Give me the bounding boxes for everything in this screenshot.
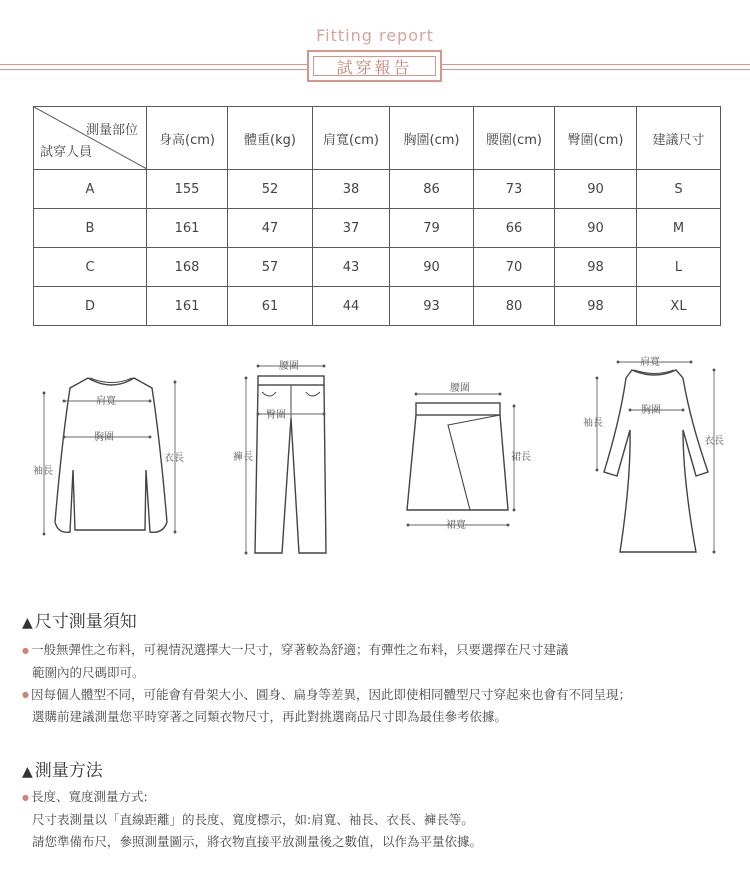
header-title-zh: 試穿報告	[313, 56, 436, 76]
method-notes-title-text: 測量方法	[34, 761, 103, 781]
fitting-table	[33, 106, 720, 326]
cell-shoulder: 44	[313, 287, 390, 326]
cell-size: M	[637, 209, 721, 248]
cell-waist: 73	[474, 170, 555, 209]
list-item	[22, 662, 737, 684]
cell-hip: 98	[555, 248, 637, 287]
top-chest-label: 胸圍	[94, 432, 114, 443]
header-line-right-1	[442, 64, 750, 65]
header-line-left-1	[0, 64, 307, 65]
header-title-en: Fitting report	[316, 26, 434, 45]
table-row	[34, 170, 721, 209]
note-text: 長度、寬度測量方式:	[30, 789, 148, 804]
col-header-chest: 胸圍(cm)	[390, 107, 474, 170]
list-item	[22, 786, 737, 809]
pants-length-label: 褲長	[233, 452, 253, 463]
col-header-waist: 腰圍(cm)	[474, 107, 555, 170]
method-notes	[22, 786, 737, 853]
cell-height: 155	[147, 170, 228, 209]
note-text: 範圍內的尺碼即可。	[32, 664, 145, 680]
list-item	[22, 706, 737, 728]
top-sleeve-label: 袖長	[33, 466, 53, 477]
cell-chest: 86	[390, 170, 474, 209]
cell-person: D	[34, 287, 147, 326]
cell-size: L	[637, 248, 721, 287]
skirt-diagram	[407, 403, 508, 510]
cell-height: 161	[147, 209, 228, 248]
col-header-hip: 臀圍(cm)	[555, 107, 637, 170]
cell-waist: 80	[474, 287, 555, 326]
cell-waist: 70	[474, 248, 555, 287]
cell-chest: 79	[390, 209, 474, 248]
col-header-suggested-size: 建議尺寸	[637, 107, 721, 170]
cell-chest: 90	[390, 248, 474, 287]
dress-diagram	[604, 370, 708, 552]
cell-hip: 90	[555, 170, 637, 209]
cell-hip: 90	[555, 209, 637, 248]
top-length-label: 衣長	[164, 453, 184, 464]
skirt-hem-label: 裙寬	[446, 520, 466, 531]
note-text: 請您準備布尺，參照測量圖示，將衣物直接平放測量後之數值，以作為平量依據。	[32, 833, 483, 849]
cell-size: S	[637, 170, 721, 209]
cell-shoulder: 37	[313, 209, 390, 248]
corner-label-measure: 測量部位	[85, 123, 138, 138]
dress-shoulder-label: 肩寬	[640, 357, 660, 368]
cell-shoulder: 43	[313, 248, 390, 287]
col-header-shoulder: 肩寬(cm)	[313, 107, 390, 170]
list-item	[22, 809, 737, 831]
corner-label-person: 試穿人員	[40, 145, 93, 160]
cell-weight: 57	[228, 248, 313, 287]
table-row	[34, 287, 721, 326]
cell-weight: 61	[228, 287, 313, 326]
pants-diagram	[255, 376, 326, 553]
header-line-right-2	[442, 69, 750, 70]
table-corner-cell	[34, 107, 147, 170]
list-item	[22, 831, 737, 853]
triangle-icon: ▲	[22, 615, 33, 631]
cell-size: XL	[637, 287, 721, 326]
method-notes-title	[22, 756, 103, 781]
cell-shoulder: 38	[313, 170, 390, 209]
bullet-icon: ●	[22, 690, 29, 699]
dress-length-label: 衣長	[704, 436, 724, 447]
table-row	[34, 209, 721, 248]
cell-height: 168	[147, 248, 228, 287]
pants-waist-label: 腰圍	[279, 361, 299, 372]
cell-person: B	[34, 209, 147, 248]
list-item	[22, 684, 737, 707]
skirt-length-label: 裙長	[511, 452, 531, 463]
top-shoulder-label: 肩寬	[96, 396, 116, 407]
cell-chest: 93	[390, 287, 474, 326]
header-title-box	[307, 50, 442, 82]
skirt-waist-label: 腰圍	[450, 383, 470, 394]
bullet-icon: ●	[22, 645, 29, 655]
dress-sleeve-label: 袖長	[583, 418, 603, 429]
cell-weight: 52	[228, 170, 313, 209]
pants-hip-label: 臀圍	[266, 410, 286, 421]
table-header-row	[34, 107, 721, 170]
size-notes-title	[22, 607, 137, 632]
cell-height: 161	[147, 287, 228, 326]
measurement-diagrams	[0, 350, 750, 570]
cell-hip: 98	[555, 287, 637, 326]
note-text: 因每個人體型不同，可能會有骨架大小、圓身、扁身等差異，因此即使相同體型尺寸穿起來也會有不同呈現；	[30, 686, 631, 702]
dress-chest-label: 胸圍	[641, 405, 661, 416]
header-line-left-2	[0, 69, 307, 70]
table-row	[34, 248, 721, 287]
cell-weight: 47	[228, 209, 313, 248]
note-text: 一般無彈性之布料，可視情況選擇大一尺寸，穿著較為舒適；有彈性之布料，只要選擇在尺寸建議	[30, 642, 569, 657]
cell-person: A	[34, 170, 147, 209]
cell-person: C	[34, 248, 147, 287]
cell-waist: 66	[474, 209, 555, 248]
size-notes	[22, 639, 737, 728]
col-header-weight: 體重(kg)	[228, 107, 313, 170]
size-notes-title-text: 尺寸測量須知	[34, 612, 137, 632]
bullet-icon: ●	[22, 792, 29, 802]
note-text: 尺寸表測量以「直線距離」的長度、寬度標示，如:肩寬、袖長、衣長、褲長等。	[32, 811, 474, 827]
triangle-icon: ▲	[22, 764, 33, 780]
list-item	[22, 639, 737, 662]
col-header-height: 身高(cm)	[147, 107, 228, 170]
note-text: 選購前建議測量您平時穿著之同類衣物尺寸，再此對挑選商品尺寸即為最佳參考依據。	[32, 709, 508, 724]
